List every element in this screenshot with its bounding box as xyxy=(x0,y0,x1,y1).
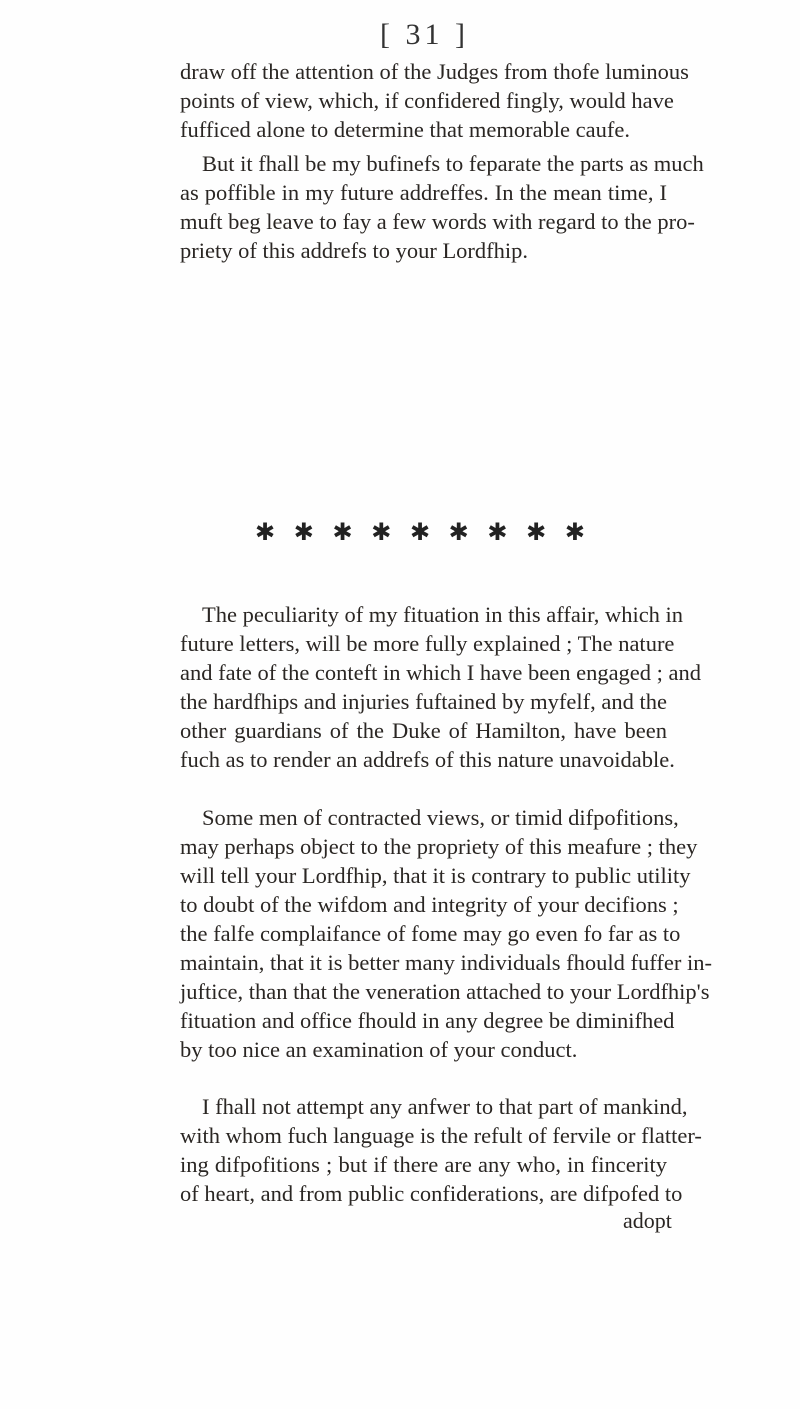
text-line: The peculiarity of my fituation in this affair, which in xyxy=(202,602,684,627)
text-line: fituation and office fhould in any degree be diminifhed xyxy=(180,1008,675,1033)
catchword: adopt xyxy=(623,1208,672,1233)
asterisk-ornament: ✱ xyxy=(293,520,314,546)
text-line: other guardians of the Duke of Hamilton, have been xyxy=(180,718,667,743)
text-line: may perhaps object to the propriety of this meafure ; they xyxy=(180,834,698,859)
text-line: will tell your Lordfhip, that it is contrary to public utility xyxy=(180,863,691,888)
text-line: fufficed alone to determine that memorable caufe. xyxy=(180,117,630,142)
text-line: Some men of contracted views, or timid difpofitions, xyxy=(202,805,679,830)
asterisk-ornament: ✱ xyxy=(564,520,585,546)
paragraph-4 xyxy=(180,803,712,1064)
text-line: points of view, which, if confidered fingly, would have xyxy=(180,88,674,113)
text-line: by too nice an examination of your conduct. xyxy=(180,1037,578,1062)
text-line: of heart, and from public confiderations, are difpofed to xyxy=(180,1181,683,1206)
asterisk-ornament: ✱ xyxy=(371,520,392,546)
paragraph-3 xyxy=(180,600,702,774)
text-line: as poffible in my future addreffes. In the mean time, I xyxy=(180,180,667,205)
text-line: future letters, will be more fully explained ; The nature xyxy=(180,631,675,656)
asterisk-ornament: ✱ xyxy=(487,520,508,546)
page-number: [ 31 ] xyxy=(380,18,469,51)
asterisk-ornament: ✱ xyxy=(526,520,547,546)
text-line: and fate of the conteft in which I have been engaged ; and xyxy=(180,660,702,685)
asterisk-ornament: ✱ xyxy=(448,520,469,546)
text-line: with whom fuch language is the refult of fervile or flatter- xyxy=(180,1123,702,1148)
text-line: maintain, that it is better many individuals fhould fuffer in- xyxy=(180,950,712,975)
text-line: the hardfhips and injuries fuftained by myfelf, and the xyxy=(180,689,667,714)
text-line: muft beg leave to fay a few words with regard to the pro- xyxy=(180,209,695,234)
paragraph-2 xyxy=(180,149,704,265)
text-line: priety of this addrefs to your Lordfhip. xyxy=(180,238,529,263)
section-separator xyxy=(255,518,585,547)
text-line: the falfe complaifance of fome may go even fo far as to xyxy=(180,921,681,946)
text-line: But it fhall be my bufinefs to feparate the parts as much xyxy=(202,151,704,176)
text-line: ing difpofitions ; but if there are any who, in fincerity xyxy=(180,1152,667,1177)
text-line: I fhall not attempt any anfwer to that part of mankind, xyxy=(202,1094,688,1119)
text-line: juftice, than that the veneration attached to your Lordfhip's xyxy=(180,979,710,1004)
text-line: to doubt of the wifdom and integrity of your decifions ; xyxy=(180,892,679,917)
asterisk-ornament: ✱ xyxy=(409,520,431,546)
paragraph-1 xyxy=(180,57,689,144)
text-line: fuch as to render an addrefs of this nature unavoidable. xyxy=(180,747,675,772)
asterisk-ornament: ✱ xyxy=(255,520,276,546)
text-line: draw off the attention of the Judges from thofe luminous xyxy=(180,59,689,84)
paragraph-5 xyxy=(180,1092,702,1208)
asterisk-ornament: ✱ xyxy=(332,520,353,546)
